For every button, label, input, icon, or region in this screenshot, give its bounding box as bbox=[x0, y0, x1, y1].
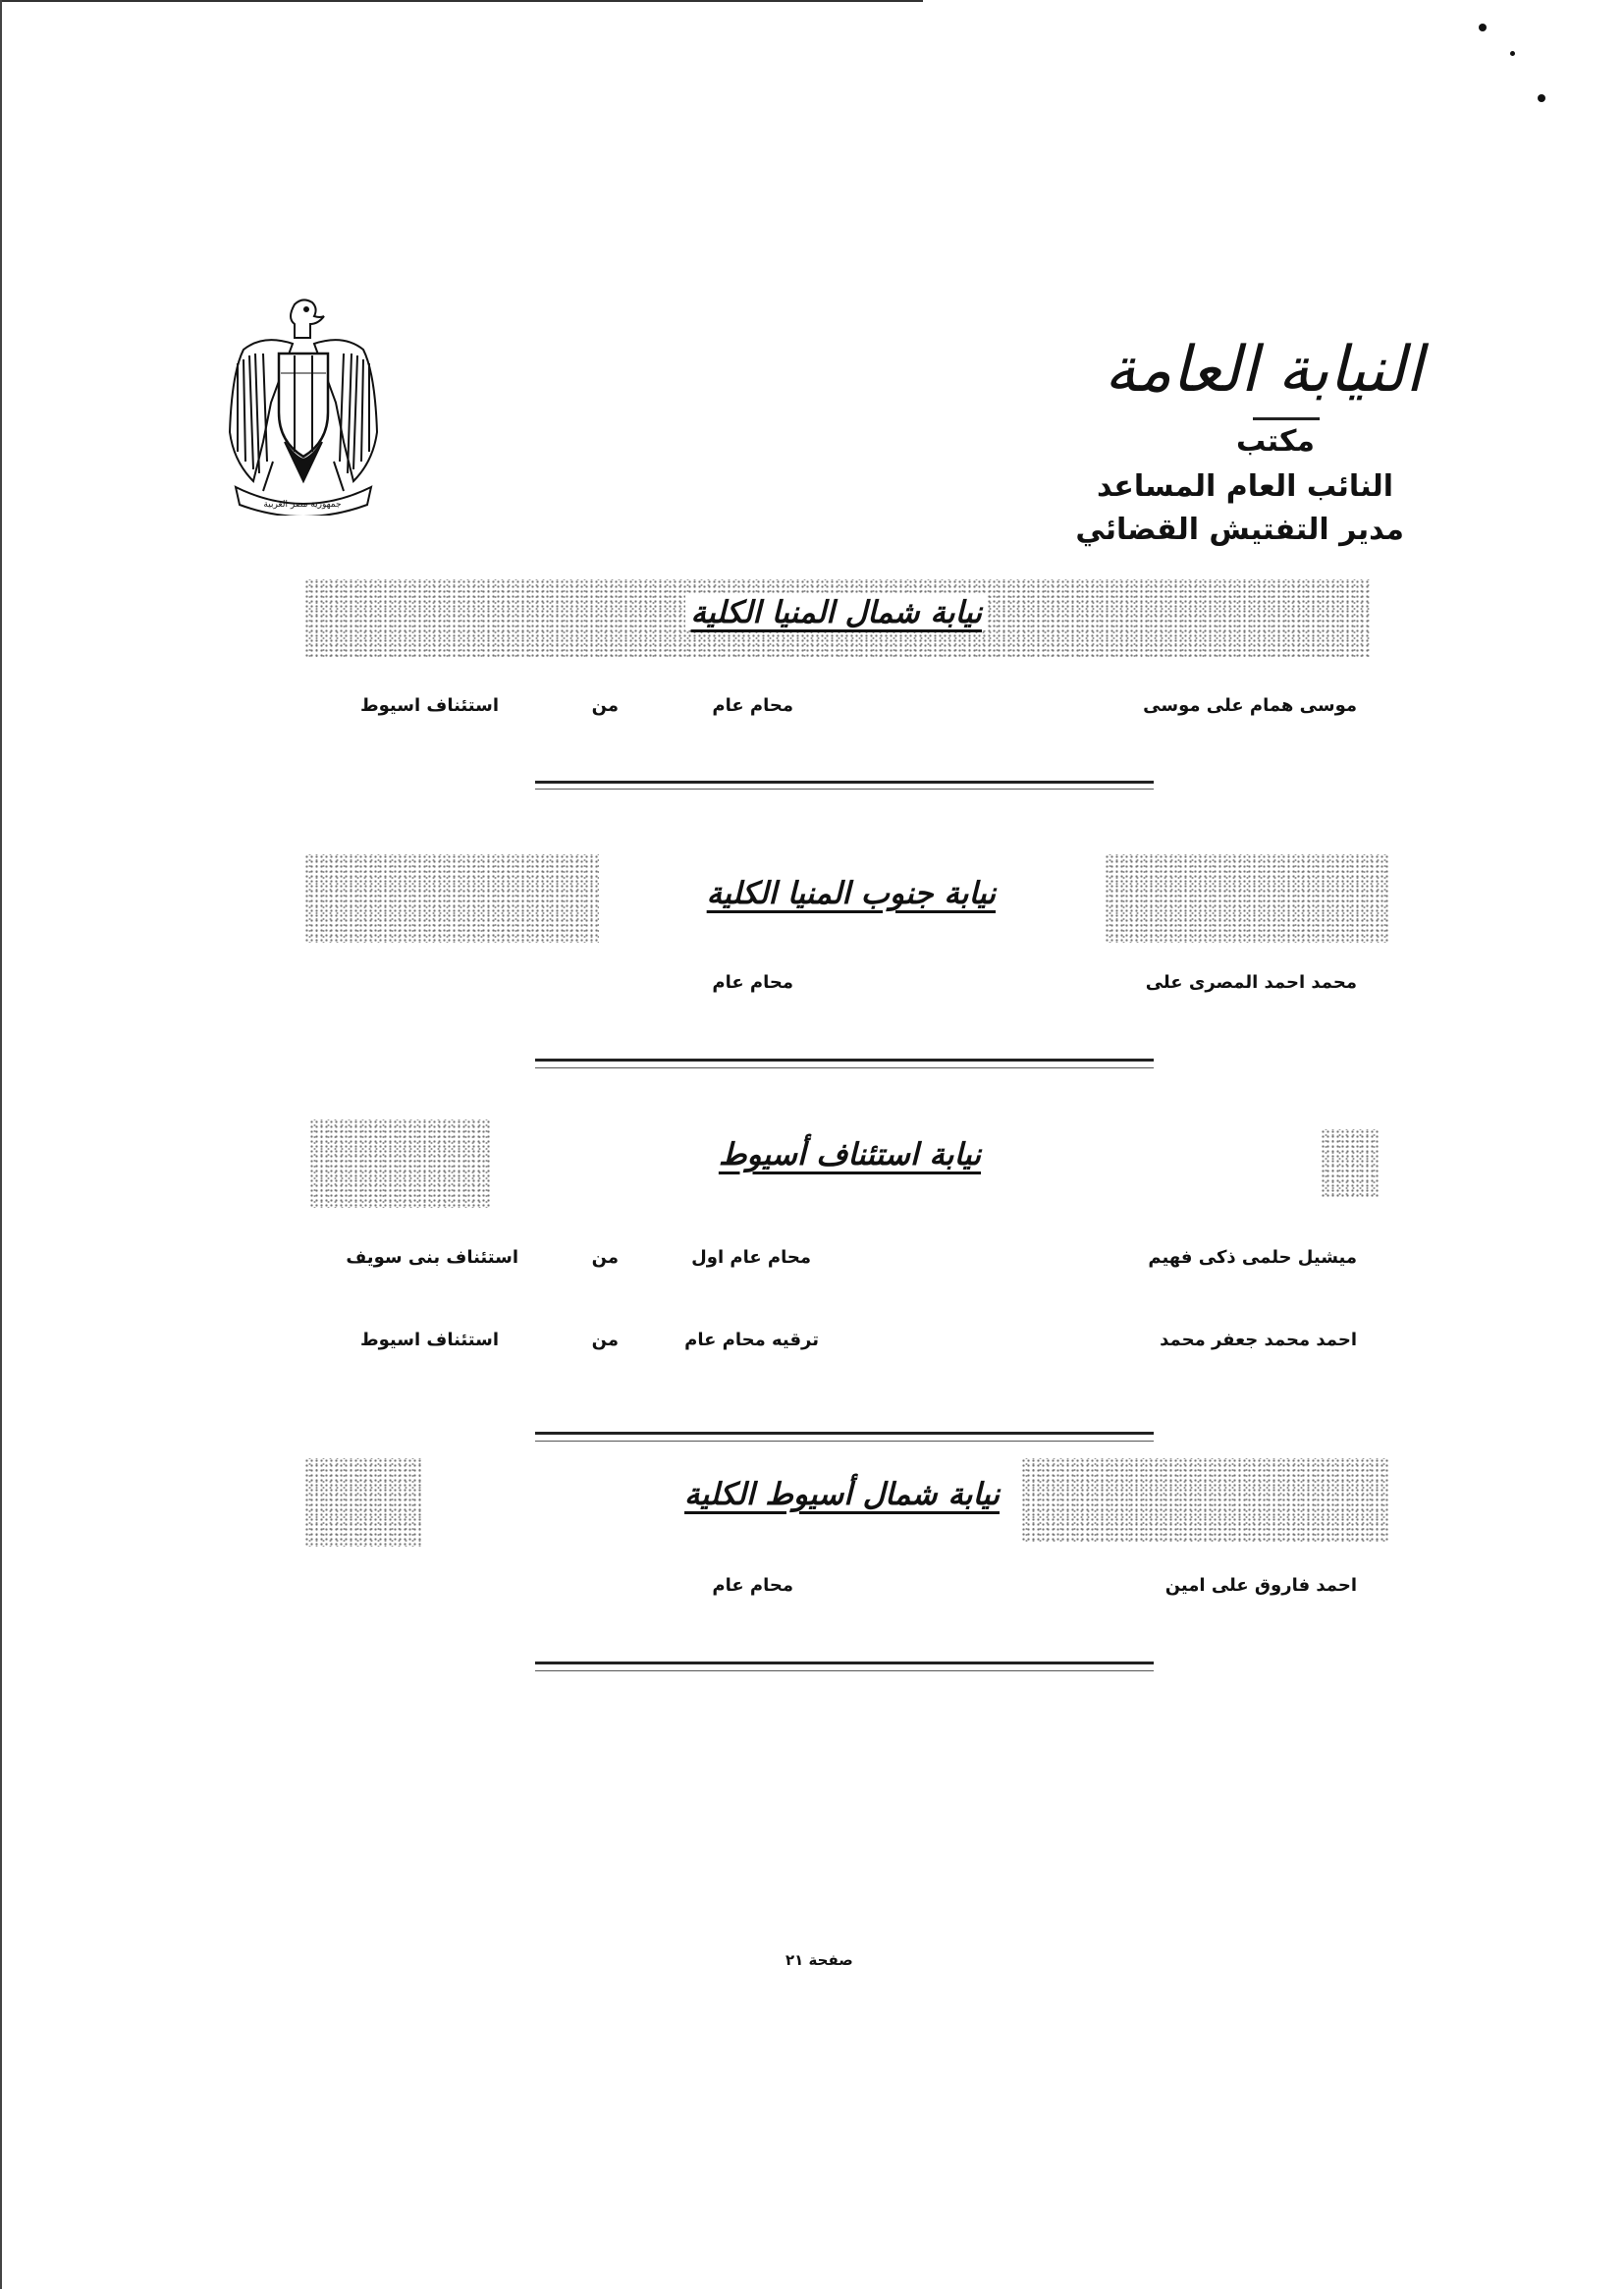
header-office: مكتب bbox=[1235, 424, 1315, 459]
employee-name: ميشيل حلمى ذكى فهيم bbox=[1148, 1247, 1357, 1268]
scan-noise bbox=[1321, 1129, 1380, 1198]
scan-noise bbox=[1105, 854, 1389, 943]
scan-edge-left bbox=[0, 0, 2, 2289]
scan-noise bbox=[304, 1458, 422, 1547]
section-divider-thin bbox=[535, 1067, 1154, 1068]
section-divider bbox=[535, 1059, 1154, 1062]
employee-name: احمد محمد جعفر محمد bbox=[1160, 1330, 1357, 1350]
emblem-caption: جمهورية مصر العربية bbox=[263, 500, 342, 510]
origin-court: استئناف اسيوط bbox=[359, 1330, 499, 1350]
section-divider bbox=[535, 1662, 1154, 1664]
section-divider bbox=[535, 1432, 1154, 1435]
scan-speck bbox=[1510, 51, 1515, 56]
employee-name: موسى همام على موسى bbox=[1143, 695, 1357, 716]
employee-rank: ترقيه محام عام bbox=[684, 1330, 819, 1350]
eagle-emblem-icon bbox=[224, 295, 381, 516]
origin-court: استئناف بنى سويف bbox=[346, 1247, 518, 1268]
section-divider-thin bbox=[535, 1441, 1154, 1442]
origin-court: استئناف اسيوط bbox=[359, 695, 499, 716]
scan-speck bbox=[1479, 24, 1487, 31]
section-divider-thin bbox=[535, 789, 1154, 790]
section-title: نيابة شمال المنيا الكلية bbox=[685, 595, 988, 630]
section-divider bbox=[535, 781, 1154, 784]
page-number: صفحة ٢١ bbox=[785, 1951, 853, 1969]
header-department: مدير التفتيش القضائي bbox=[1075, 513, 1404, 547]
header-title: النيابة العامة bbox=[1104, 334, 1423, 407]
from-label: من bbox=[591, 1247, 619, 1268]
header-position: النائب العام المساعد bbox=[1097, 469, 1393, 504]
scan-noise bbox=[1021, 1458, 1389, 1542]
employee-name: احمد فاروق على امين bbox=[1164, 1575, 1357, 1596]
section-title: نيابة شمال أسيوط الكلية bbox=[678, 1477, 1005, 1512]
scan-speck bbox=[1538, 94, 1545, 102]
employee-rank: محام عام bbox=[712, 972, 793, 993]
from-label: من bbox=[591, 695, 619, 716]
employee-rank: محام عام bbox=[712, 695, 793, 716]
employee-rank: محام عام bbox=[712, 1575, 793, 1596]
from-label: من bbox=[591, 1330, 619, 1350]
section-title: نيابة استئناف أسيوط bbox=[718, 1137, 981, 1172]
employee-rank: محام عام اول bbox=[691, 1247, 811, 1268]
scan-noise bbox=[304, 854, 599, 943]
scan-noise bbox=[309, 1119, 491, 1208]
employee-name: محمد احمد المصرى على bbox=[1145, 972, 1357, 993]
section-divider-thin bbox=[535, 1670, 1154, 1671]
scan-edge-top bbox=[0, 0, 923, 2]
header-underline bbox=[1253, 417, 1320, 420]
section-title: نيابة جنوب المنيا الكلية bbox=[706, 876, 996, 911]
